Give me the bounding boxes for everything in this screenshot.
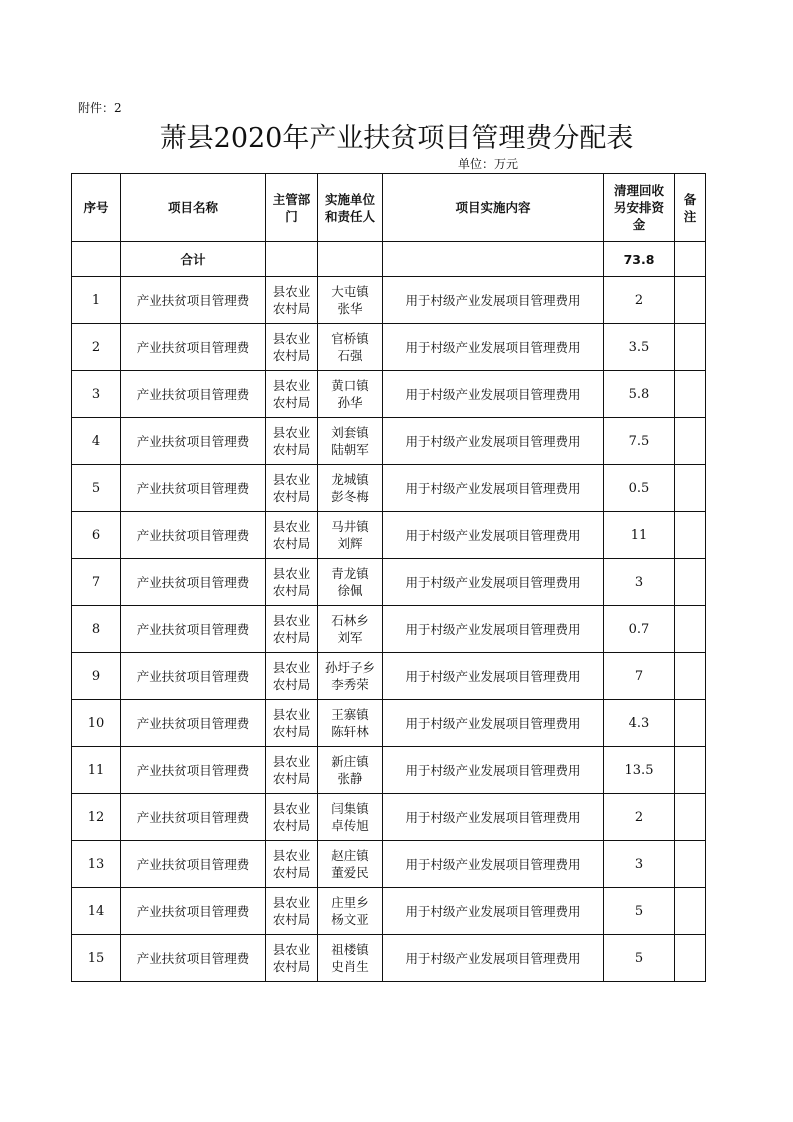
- row-amount: 5: [604, 888, 675, 935]
- row-content: 用于村级产业发展项目管理费用: [383, 653, 604, 700]
- row-implementing-unit: 孙圩子乡 李秀荣: [318, 653, 383, 700]
- row-project-name: 产业扶贫项目管理费: [121, 747, 266, 794]
- header-funds: 清理回收 另安排资 金: [604, 174, 675, 242]
- row-department: 县农业 农村局: [266, 935, 318, 982]
- total-label: 合计: [121, 242, 266, 277]
- row-remark: [675, 465, 706, 512]
- row-implementing-unit: 闫集镇 卓传旭: [318, 794, 383, 841]
- row-remark: [675, 935, 706, 982]
- document-title: 萧县2020年产业扶贫项目管理费分配表: [159, 123, 634, 154]
- row-project-name: 产业扶贫项目管理费: [121, 465, 266, 512]
- row-implementing-unit: 庄里乡 杨文亚: [318, 888, 383, 935]
- row-remark: [675, 559, 706, 606]
- attachment-label: 附件：2: [78, 101, 122, 115]
- row-amount: 3.5: [604, 324, 675, 371]
- row-department: 县农业 农村局: [266, 324, 318, 371]
- row-content: 用于村级产业发展项目管理费用: [383, 841, 604, 888]
- row-implementing-unit: 赵庄镇 董爱民: [318, 841, 383, 888]
- row-department: 县农业 农村局: [266, 465, 318, 512]
- row-department: 县农业 农村局: [266, 747, 318, 794]
- row-content: 用于村级产业发展项目管理费用: [383, 794, 604, 841]
- row-implementing-unit: 马井镇 刘辉: [318, 512, 383, 559]
- row-department: 县农业 农村局: [266, 794, 318, 841]
- row-implementing-unit: 官桥镇 石强: [318, 324, 383, 371]
- table-row: [72, 465, 706, 512]
- row-content: 用于村级产业发展项目管理费用: [383, 465, 604, 512]
- row-project-name: 产业扶贫项目管理费: [121, 606, 266, 653]
- row-content: 用于村级产业发展项目管理费用: [383, 606, 604, 653]
- row-remark: [675, 512, 706, 559]
- row-seq: 9: [72, 653, 121, 700]
- row-content: 用于村级产业发展项目管理费用: [383, 371, 604, 418]
- table-row: [72, 747, 706, 794]
- row-remark: [675, 324, 706, 371]
- row-content: 用于村级产业发展项目管理费用: [383, 888, 604, 935]
- row-project-name: 产业扶贫项目管理费: [121, 559, 266, 606]
- row-remark: [675, 700, 706, 747]
- row-seq: 11: [72, 747, 121, 794]
- row-seq: 1: [72, 277, 121, 324]
- allocation-table: [71, 173, 706, 982]
- total-content-cell: [383, 242, 604, 277]
- row-project-name: 产业扶贫项目管理费: [121, 700, 266, 747]
- row-implementing-unit: 青龙镇 徐佩: [318, 559, 383, 606]
- row-seq: 15: [72, 935, 121, 982]
- row-project-name: 产业扶贫项目管理费: [121, 841, 266, 888]
- row-department: 县农业 农村局: [266, 841, 318, 888]
- row-seq: 6: [72, 512, 121, 559]
- row-amount: 0.5: [604, 465, 675, 512]
- row-remark: [675, 794, 706, 841]
- row-amount: 5.8: [604, 371, 675, 418]
- row-project-name: 产业扶贫项目管理费: [121, 371, 266, 418]
- row-project-name: 产业扶贫项目管理费: [121, 653, 266, 700]
- row-implementing-unit: 祖楼镇 史肖生: [318, 935, 383, 982]
- row-department: 县农业 农村局: [266, 277, 318, 324]
- row-department: 县农业 农村局: [266, 888, 318, 935]
- row-remark: [675, 418, 706, 465]
- row-project-name: 产业扶贫项目管理费: [121, 935, 266, 982]
- row-amount: 0.7: [604, 606, 675, 653]
- row-implementing-unit: 龙城镇 彭冬梅: [318, 465, 383, 512]
- table-row: [72, 888, 706, 935]
- row-remark: [675, 747, 706, 794]
- row-content: 用于村级产业发展项目管理费用: [383, 277, 604, 324]
- row-amount: 2: [604, 794, 675, 841]
- row-amount: 5: [604, 935, 675, 982]
- row-amount: 3: [604, 559, 675, 606]
- row-project-name: 产业扶贫项目管理费: [121, 794, 266, 841]
- row-seq: 12: [72, 794, 121, 841]
- table-row: [72, 418, 706, 465]
- row-seq: 7: [72, 559, 121, 606]
- row-department: 县农业 农村局: [266, 418, 318, 465]
- table-row: [72, 794, 706, 841]
- row-project-name: 产业扶贫项目管理费: [121, 512, 266, 559]
- row-department: 县农业 农村局: [266, 700, 318, 747]
- row-implementing-unit: 刘套镇 陆朝军: [318, 418, 383, 465]
- table-row: [72, 324, 706, 371]
- row-project-name: 产业扶贫项目管理费: [121, 888, 266, 935]
- row-department: 县农业 农村局: [266, 653, 318, 700]
- row-content: 用于村级产业发展项目管理费用: [383, 700, 604, 747]
- table-row: [72, 371, 706, 418]
- table-row: [72, 841, 706, 888]
- row-content: 用于村级产业发展项目管理费用: [383, 512, 604, 559]
- row-department: 县农业 农村局: [266, 371, 318, 418]
- row-seq: 2: [72, 324, 121, 371]
- row-content: 用于村级产业发展项目管理费用: [383, 747, 604, 794]
- row-project-name: 产业扶贫项目管理费: [121, 324, 266, 371]
- row-department: 县农业 农村局: [266, 606, 318, 653]
- row-content: 用于村级产业发展项目管理费用: [383, 324, 604, 371]
- header-seq: 序号: [72, 174, 121, 242]
- row-department: 县农业 农村局: [266, 512, 318, 559]
- table-row: [72, 653, 706, 700]
- row-department: 县农业 农村局: [266, 559, 318, 606]
- row-implementing-unit: 大屯镇 张华: [318, 277, 383, 324]
- unit-label: 单位：万元: [458, 157, 519, 171]
- row-project-name: 产业扶贫项目管理费: [121, 418, 266, 465]
- row-remark: [675, 841, 706, 888]
- row-implementing-unit: 黄口镇 孙华: [318, 371, 383, 418]
- row-project-name: 产业扶贫项目管理费: [121, 277, 266, 324]
- total-unit-cell: [318, 242, 383, 277]
- header-department: 主管部 门: [266, 174, 318, 242]
- row-content: 用于村级产业发展项目管理费用: [383, 559, 604, 606]
- row-remark: [675, 888, 706, 935]
- row-amount: 7.5: [604, 418, 675, 465]
- total-remark-cell: [675, 242, 706, 277]
- total-row: [72, 242, 706, 277]
- row-remark: [675, 653, 706, 700]
- row-implementing-unit: 石林乡 刘军: [318, 606, 383, 653]
- row-remark: [675, 371, 706, 418]
- row-seq: 3: [72, 371, 121, 418]
- row-content: 用于村级产业发展项目管理费用: [383, 418, 604, 465]
- row-remark: [675, 606, 706, 653]
- row-amount: 7: [604, 653, 675, 700]
- row-content: 用于村级产业发展项目管理费用: [383, 935, 604, 982]
- row-seq: 8: [72, 606, 121, 653]
- row-amount: 11: [604, 512, 675, 559]
- table-row: [72, 935, 706, 982]
- header-remark: 备 注: [675, 174, 706, 242]
- table-row: [72, 700, 706, 747]
- row-amount: 2: [604, 277, 675, 324]
- row-implementing-unit: 王寨镇 陈轩林: [318, 700, 383, 747]
- row-amount: 3: [604, 841, 675, 888]
- header-implementing-unit: 实施单位 和责任人: [318, 174, 383, 242]
- row-remark: [675, 277, 706, 324]
- header-project-name: 项目名称: [121, 174, 266, 242]
- table-header-row: [72, 174, 706, 242]
- total-dept-cell: [266, 242, 318, 277]
- table-row: [72, 277, 706, 324]
- row-amount: 13.5: [604, 747, 675, 794]
- total-amount: 73.8: [604, 242, 675, 277]
- table-row: [72, 559, 706, 606]
- row-seq: 13: [72, 841, 121, 888]
- row-seq: 4: [72, 418, 121, 465]
- header-content: 项目实施内容: [383, 174, 604, 242]
- row-seq: 10: [72, 700, 121, 747]
- row-implementing-unit: 新庄镇 张静: [318, 747, 383, 794]
- row-seq: 5: [72, 465, 121, 512]
- row-seq: 14: [72, 888, 121, 935]
- table-row: [72, 606, 706, 653]
- table-row: [72, 512, 706, 559]
- row-amount: 4.3: [604, 700, 675, 747]
- total-seq-cell: [72, 242, 121, 277]
